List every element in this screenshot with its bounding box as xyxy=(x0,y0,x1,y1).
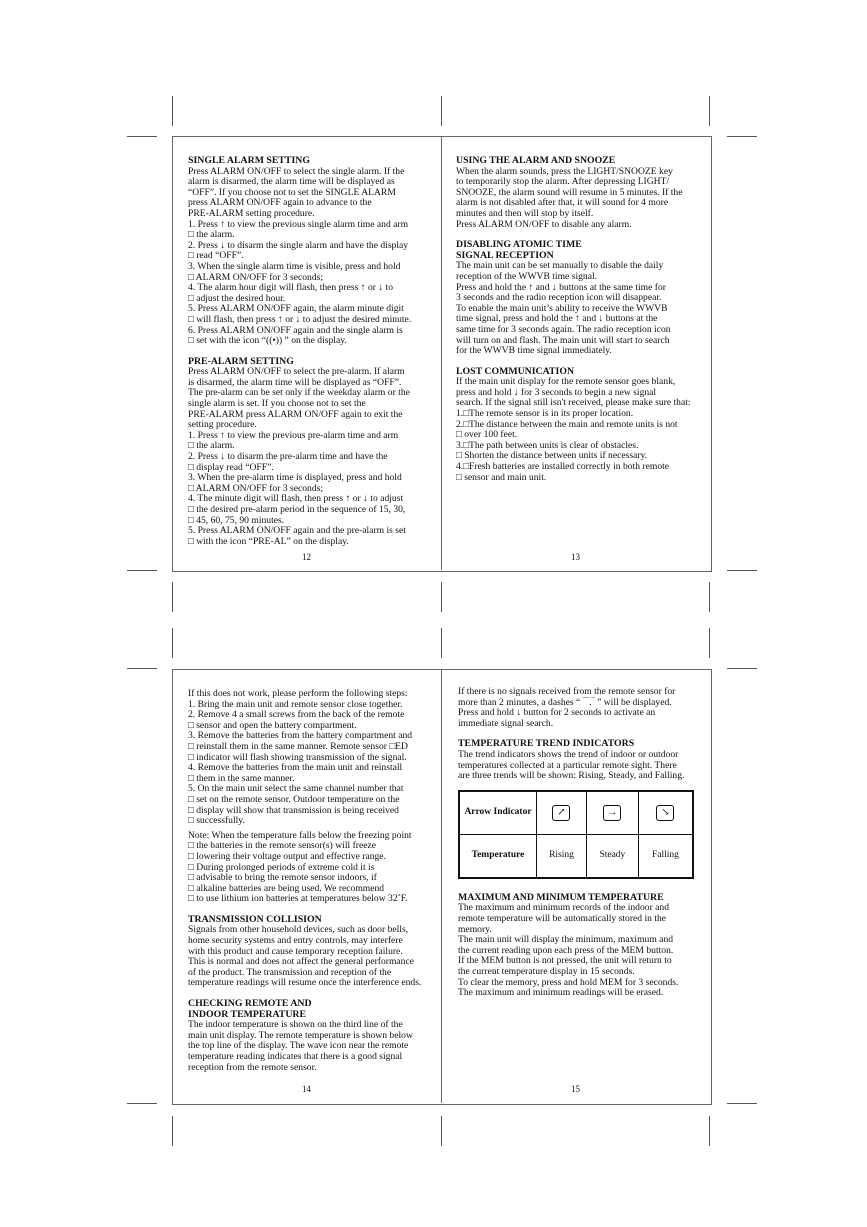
text-line: 2. Press ↓ to disarm the pre-alarm time and have the xyxy=(188,451,388,463)
text-line: □ 45, 60, 75, 90 minutes. xyxy=(188,514,285,526)
text-line: 6. Press ALARM ON/OFF again and the single alarm is xyxy=(188,324,403,336)
text-line: Press ALARM ON/OFF to select the single alarm. If the xyxy=(188,165,405,177)
text-line: are three trends will be shown: Rising, Steady, and Falling. xyxy=(458,770,685,782)
text-line: □ Shorten the distance between units if necessary. xyxy=(456,450,648,462)
crop-mark xyxy=(441,1116,442,1146)
section-body xyxy=(456,167,701,231)
arrow-indicator-label: Arrow Indicator xyxy=(459,791,537,835)
text-line: reception from the remote sensor. xyxy=(188,1061,317,1073)
text-line: for the WWVB time signal immediately. xyxy=(456,345,612,357)
section-trend-indicators xyxy=(458,739,703,878)
trend-rising: Rising xyxy=(537,834,587,878)
text-line: of the product. The transmission and reception of the xyxy=(188,966,392,978)
text-line: will turn on and flash. The main unit will start to search xyxy=(456,334,670,346)
text-line: search. If the signal still isn't received, please make sure that: xyxy=(456,397,691,409)
text-line: 3.□The path between units is clear of obstacles. xyxy=(456,439,639,451)
text-line: with this product and cause temporary reception failure. xyxy=(188,945,403,957)
section-body xyxy=(458,903,703,998)
text-line: □ set on the remote sensor. Outdoor temperature on the xyxy=(188,793,400,805)
text-line: □ During prolonged periods of extreme cold it is xyxy=(188,861,375,873)
text-line: □ will flash, then press ↑ or ↓ to adjust the desired minute. xyxy=(188,313,412,325)
section-body xyxy=(188,831,438,905)
page-number: 15 xyxy=(571,1084,580,1094)
page-12 xyxy=(188,156,433,547)
trend-table xyxy=(458,790,694,879)
text-line: □ them in the same manner. xyxy=(188,772,295,784)
text-line: press ALARM ON/OFF again to advance to the xyxy=(188,197,372,209)
text-line: □ with the icon “PRE-AL” on the display. xyxy=(188,535,349,547)
text-line: 2. Remove 4 a small screws from the back of the remote xyxy=(188,709,405,721)
rising-arrow-icon: ↗ xyxy=(552,805,570,821)
text-line: 3. Remove the batteries from the battery compartment and xyxy=(188,730,413,742)
text-line: “OFF”. If you choose not to set the SINGLE ALARM xyxy=(188,186,396,198)
spread-divider xyxy=(441,669,442,1103)
crop-mark xyxy=(441,96,442,126)
section-body xyxy=(458,750,703,782)
text-line: The trend indicators shows the trend of indoor or outdoor xyxy=(458,748,679,760)
trend-steady: Steady xyxy=(586,834,638,878)
text-line: □ to use lithium ion batteries at temperatures below 32˚F. xyxy=(188,893,408,905)
section-body xyxy=(456,377,701,483)
text-line: Press and hold ↓ button for 2 seconds to activate an xyxy=(458,707,656,719)
crop-mark xyxy=(127,570,157,571)
text-line: 3. When the pre-alarm time is displayed, press and hold xyxy=(188,472,402,484)
text-line: To clear the memory, press and hold MEM for 3 seconds. xyxy=(458,976,679,988)
text-line: temperatures collected at a particular remote sight. There xyxy=(458,759,677,771)
table-cell xyxy=(586,791,638,835)
page-number: 14 xyxy=(302,1084,311,1094)
text-line: 4. Remove the batteries from the main unit and reinstall xyxy=(188,762,403,774)
text-line: reception of the WWVB time signal. xyxy=(456,270,598,282)
section-lost-communication xyxy=(456,367,701,484)
crop-mark xyxy=(441,582,442,612)
text-line: 5. On the main unit select the same channel number that xyxy=(188,783,404,795)
text-line: □ sensor and main unit. xyxy=(456,471,547,483)
text-line: If this does not work, please perform the following steps: xyxy=(188,688,408,699)
text-line: to temporarily stop the alarm. After depressing LIGHT/ xyxy=(456,176,670,188)
section-title: MAXIMUM AND MINIMUM TEMPERATURE xyxy=(458,891,664,903)
text-line: □ over 100 feet. xyxy=(456,429,518,441)
crop-mark xyxy=(727,136,757,137)
table-cell xyxy=(537,791,587,835)
text-line: 4.□Fresh batteries are installed correctly in both remote xyxy=(456,461,670,473)
text-line: same time for 3 seconds again. The radio reception icon xyxy=(456,323,671,335)
text-line: □ the alarm. xyxy=(188,440,235,452)
section-body xyxy=(188,1020,438,1073)
crop-mark xyxy=(709,1116,710,1146)
section-single-alarm xyxy=(188,156,433,347)
page-14 xyxy=(188,689,438,1073)
page-number: 13 xyxy=(571,552,580,562)
text-line: time signal, press and hold the ↑ and ↓ buttons at the xyxy=(456,313,658,325)
section-body xyxy=(188,925,438,989)
text-line: the top line of the display. The wave icon near the remote xyxy=(188,1040,409,1052)
text-line: □ sensor and open the battery compartment. xyxy=(188,719,357,731)
text-line: the current reading upon each press of the MEM button. xyxy=(458,944,674,956)
text-line: 2.□The distance between the main and remote units is not xyxy=(456,418,678,430)
crop-mark xyxy=(709,582,710,612)
crop-mark xyxy=(172,628,173,658)
text-line: □ alkaline batteries are being used. We recommend xyxy=(188,882,385,894)
text-line: Press ALARM ON/OFF to disable any alarm. xyxy=(456,218,632,230)
text-line: □ set with the icon “((•)) ” on the display. xyxy=(188,335,347,347)
falling-arrow-icon: ↘ xyxy=(656,805,674,821)
text-line: 5. Press ALARM ON/OFF again and the pre-alarm is set xyxy=(188,525,406,537)
text-line: minutes and then will stop by itself. xyxy=(456,207,594,219)
text-line: □ display read “OFF”. xyxy=(188,461,274,473)
section-steps xyxy=(188,689,438,827)
crop-mark xyxy=(441,628,442,658)
text-line: □ ALARM ON/OFF for 3 seconds; xyxy=(188,271,324,283)
text-line: more than 2 minutes, a dashes “ ‾‾.‾ ” will be displayed. xyxy=(458,696,672,708)
crop-mark xyxy=(172,1116,173,1146)
text-line: □ the batteries in the remote sensor(s) will freeze xyxy=(188,840,377,852)
no-signal-paragraph xyxy=(458,687,703,729)
text-line: Signals from other household devices, such as door bells, xyxy=(188,924,409,936)
text-line: alarm is not disabled after that, it will sound for 4 more xyxy=(456,197,669,209)
text-line: memory. xyxy=(458,923,492,935)
table-row xyxy=(459,834,693,878)
text-line: If the MEM button is not pressed, the unit will return to xyxy=(458,955,672,967)
section-transmission-collision xyxy=(188,915,438,989)
text-line: 2. Press ↓ to disarm the single alarm and have the display xyxy=(188,239,409,251)
section-title: SINGLE ALARM SETTING xyxy=(188,155,310,166)
section-alarm-snooze xyxy=(456,156,701,230)
text-line: The main unit can be set manually to disable the daily xyxy=(456,260,664,272)
text-line: □ advisable to bring the remote sensor indoors, if xyxy=(188,872,377,884)
text-line: PRE-ALARM press ALARM ON/OFF again to exit the xyxy=(188,408,403,420)
text-line: □ read “OFF”. xyxy=(188,250,244,262)
section-disabling-atomic xyxy=(456,240,701,357)
text-line: When the alarm sounds, press the LIGHT/SNOOZE key xyxy=(456,165,673,177)
crop-mark xyxy=(172,582,173,612)
page-number: 12 xyxy=(302,552,311,562)
text-line: PRE-ALARM setting procedure. xyxy=(188,207,315,219)
page-15 xyxy=(458,687,703,999)
section-pre-alarm xyxy=(188,357,433,548)
section-max-min xyxy=(458,893,703,999)
text-line: 1.□The remote sensor is in its proper location. xyxy=(456,408,634,420)
text-line: □ the desired pre-alarm period in the sequence of 15, 30, xyxy=(188,504,406,515)
section-title: TEMPERATURE TREND INDICATORS xyxy=(458,738,635,750)
section-body xyxy=(456,261,701,356)
text-line: Press and hold the ↑ and ↓ buttons at the same time for xyxy=(456,281,666,293)
crop-mark xyxy=(727,570,757,571)
section-title-line2: INDOOR TEMPERATURE xyxy=(188,1008,307,1020)
spread-divider xyxy=(441,136,442,570)
text-line: If the main unit display for the remote sensor goes blank, xyxy=(456,376,676,388)
text-line: □ lowering their voltage output and effective range. xyxy=(188,850,386,862)
crop-mark xyxy=(127,1103,157,1104)
text-line: If there is no signals received from the remote sensor for xyxy=(458,686,676,697)
section-title: TRANSMISSION COLLISION xyxy=(188,913,322,925)
text-line: 1. Press ↑ to view the previous pre-alarm time and arm xyxy=(188,429,399,441)
text-line: SNOOZE, the alarm sound will resume in 5 minutes. If the xyxy=(456,186,683,198)
text-line: 3. When the single alarm time is visible, press and hold xyxy=(188,260,401,272)
section-note xyxy=(188,831,438,905)
crop-mark xyxy=(727,1103,757,1104)
text-line: □ the alarm. xyxy=(188,229,235,241)
steady-arrow-icon: → xyxy=(603,805,621,821)
table-row xyxy=(459,791,693,835)
text-line: This is normal and does not affect the general performance xyxy=(188,956,414,968)
text-line: □ ALARM ON/OFF for 3 seconds; xyxy=(188,482,324,494)
text-line: main unit display. The remote temperature is shown below xyxy=(188,1029,413,1041)
text-line: 4. The minute digit will flash, then press ↑ or ↓ to adjust xyxy=(188,493,404,505)
crop-mark xyxy=(709,628,710,658)
crop-mark xyxy=(172,96,173,126)
section-checking-remote xyxy=(188,999,438,1073)
text-line: Note: When the temperature falls below the freezing point xyxy=(188,829,412,841)
text-line: □ successfully. xyxy=(188,815,245,827)
section-body xyxy=(188,689,438,827)
text-line: single alarm is set. If you choose not to set the xyxy=(188,398,366,410)
text-line: 1. Bring the main unit and remote sensor close together. xyxy=(188,698,403,710)
section-title: USING THE ALARM AND SNOOZE xyxy=(456,155,616,166)
section-title: CHECKING REMOTE AND xyxy=(188,998,312,1010)
section-title: LOST COMMUNICATION xyxy=(456,365,575,377)
text-line: setting procedure. xyxy=(188,419,257,431)
text-line: To enable the main unit’s ability to receive the WWVB xyxy=(456,302,668,314)
section-body xyxy=(188,367,433,547)
text-line: □ indicator will flash showing transmission of the signal. xyxy=(188,751,407,763)
text-line: The maximum and minimum readings will be erased. xyxy=(458,987,664,999)
text-line: The indoor temperature is shown on the third line of the xyxy=(188,1019,403,1031)
trend-falling: Falling xyxy=(638,834,693,878)
text-line: The pre-alarm can be set only if the weekday alarm or the xyxy=(188,387,410,399)
text-line: 4. The alarm hour digit will flash, then press ↑ or ↓ to xyxy=(188,282,393,294)
text-line: immediate signal search. xyxy=(458,717,554,729)
text-line: 5. Press ALARM ON/OFF again, the alarm minute digit xyxy=(188,303,404,315)
text-line: press and hold ↓ for 3 seconds to begin a new signal xyxy=(456,386,657,398)
section-title: DISABLING ATOMIC TIME xyxy=(456,239,582,251)
text-line: □ reinstall them in the same manner. Remote sensor □ED xyxy=(188,740,408,752)
text-line: is disarmed, the alarm time will be displayed as “OFF”. xyxy=(188,376,402,388)
text-line: home security systems and entry controls, may interfere xyxy=(188,935,403,947)
section-title: PRE-ALARM SETTING xyxy=(188,355,294,367)
text-line: remote temperature will be automatically stored in the xyxy=(458,912,667,924)
crop-mark xyxy=(127,136,157,137)
page-13 xyxy=(456,156,701,483)
text-line: temperature reading indicates that there is a good signal xyxy=(188,1051,403,1062)
text-line: 1. Press ↑ to view the previous single alarm time and arm xyxy=(188,218,409,230)
crop-mark xyxy=(127,668,157,669)
crop-mark xyxy=(727,668,757,669)
table-cell xyxy=(638,791,693,835)
text-line: alarm is disarmed, the alarm time will be displayed as xyxy=(188,176,395,188)
section-title-line2: SIGNAL RECEPTION xyxy=(456,249,554,261)
text-line: the current temperature display in 15 seconds. xyxy=(458,965,635,977)
text-line: □ adjust the desired hour. xyxy=(188,292,286,304)
text-line: The main unit will display the minimum, maximum and xyxy=(458,934,674,946)
text-line: Press ALARM ON/OFF to select the pre-alarm. If alarm xyxy=(188,366,405,378)
section-body xyxy=(188,167,433,347)
text-line: 3 seconds and the radio reception icon will disappear. xyxy=(456,292,662,304)
temperature-label: Temperature xyxy=(459,834,537,878)
text-line: temperature readings will resume once the interference ends. xyxy=(188,977,422,989)
text-line: The maximum and minimum records of the indoor and xyxy=(458,902,670,914)
crop-mark xyxy=(709,96,710,126)
text-line: □ display will show that transmission is being received xyxy=(188,804,399,816)
